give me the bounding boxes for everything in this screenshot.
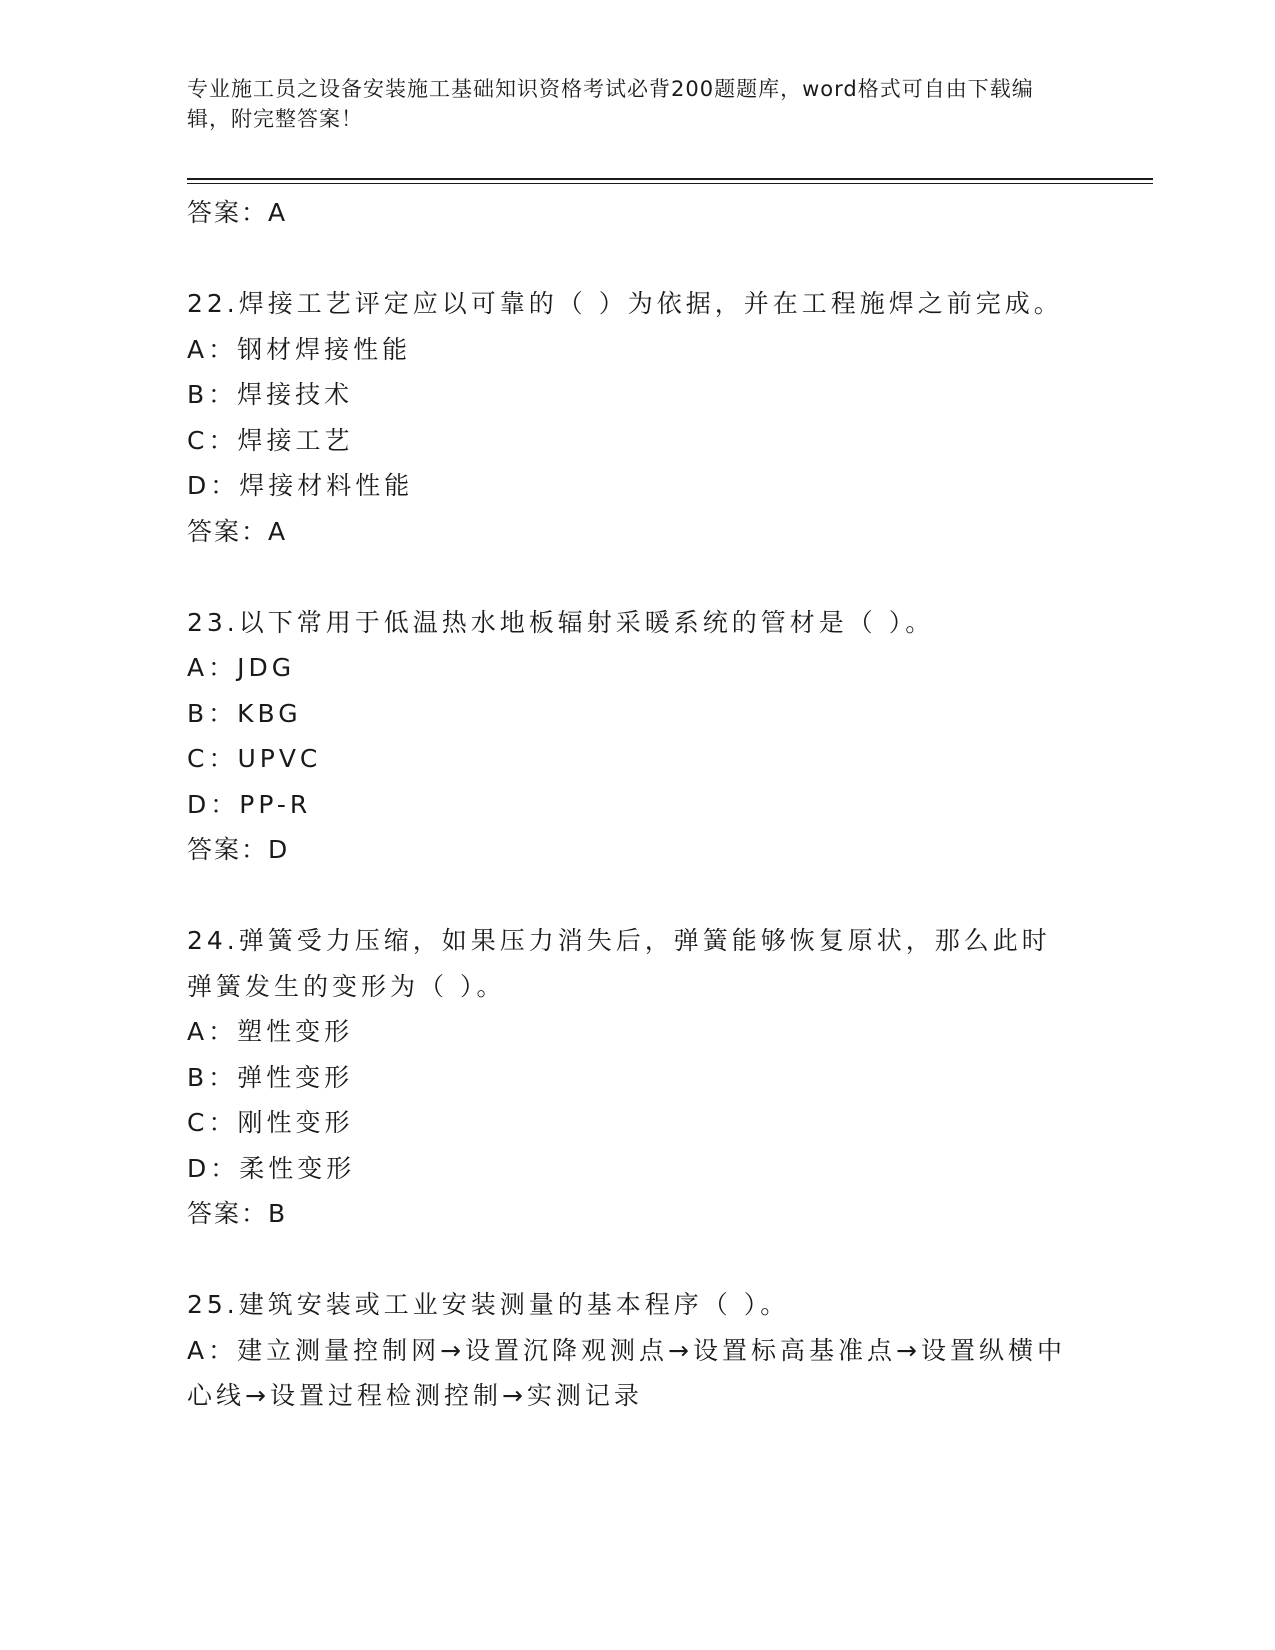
answer-line: 答案：D — [187, 835, 290, 864]
option-d: D：柔性变形 — [187, 1153, 356, 1183]
option-b: B：KBG — [187, 698, 302, 728]
question-stem: 24.弹簧受力压缩，如果压力消失后，弹簧能够恢复原状，那么此时弹簧发生的变形为（ ）。 — [187, 926, 1051, 1001]
header-divider — [187, 178, 1153, 180]
option-a: A：钢材焊接性能 — [187, 334, 412, 364]
option-d: D：PP-R — [187, 789, 312, 819]
option-b: B：弹性变形 — [187, 1062, 354, 1092]
question-stem: 22.焊接工艺评定应以可靠的（ ）为依据，并在工程施焊之前完成。 — [187, 289, 1063, 318]
option-c: C：UPVC — [187, 744, 322, 773]
question-list — [187, 190, 1087, 1419]
question-stem: 25.建筑安装或工业安装测量的基本程序（ ）。 — [187, 1290, 790, 1319]
question-23 — [187, 600, 1087, 873]
answer-line: 答案：B — [187, 1199, 288, 1228]
answer-line: 答案：A — [187, 198, 288, 227]
option-b: B：焊接技术 — [187, 380, 354, 409]
header-divider-thin — [187, 183, 1153, 184]
question-22 — [187, 281, 1087, 554]
option-a: A：JDG — [187, 653, 296, 682]
question-stem: 23.以下常用于低温热水地板辐射采暖系统的管材是（ ）。 — [187, 607, 935, 637]
option-c: C：刚性变形 — [187, 1108, 354, 1137]
option-a: A：建立测量控制网→设置沉降观测点→设置标高基准点→设置纵横中心线→设置过程检测控制→实测记录 — [187, 1335, 1066, 1410]
question-24 — [187, 918, 1087, 1237]
option-c: C：焊接工艺 — [187, 425, 354, 455]
document-header: 专业施工员之设备安装施工基础知识资格考试必背200题题库，word格式可自由下载编辑，附完整答案！ — [187, 77, 1034, 131]
question-25 — [187, 1282, 1087, 1419]
option-a: A：塑性变形 — [187, 1017, 354, 1046]
answer-line: 答案：A — [187, 516, 288, 546]
option-d: D：焊接材料性能 — [187, 471, 414, 500]
